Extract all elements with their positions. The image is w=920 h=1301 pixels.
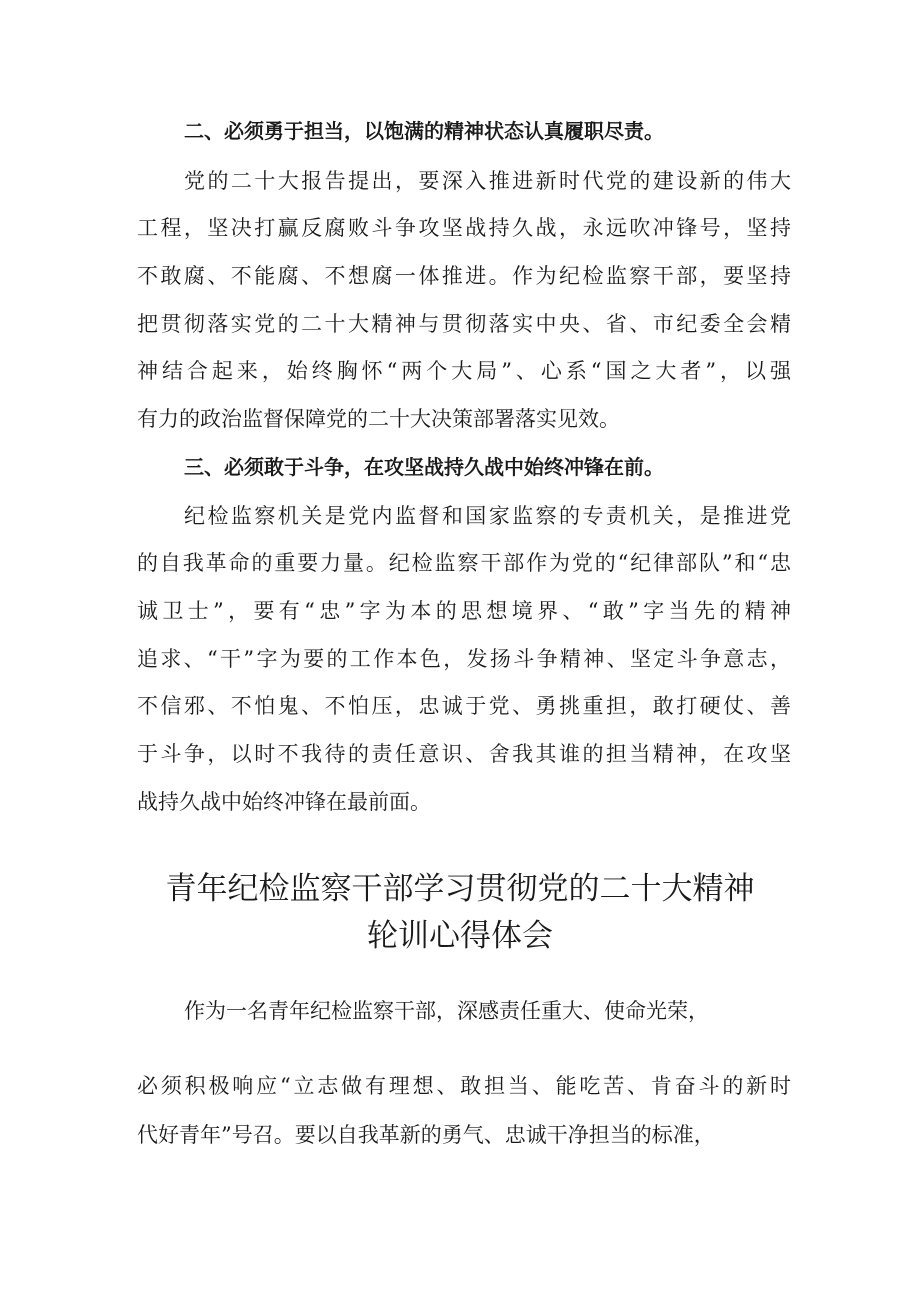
paragraph-line: 不敢腐、不能腐、不想腐一体推进。作为纪检监察干部，要坚持 <box>137 264 791 288</box>
paragraph-line: 有力的政治监督保障党的二十大决策部署落实见效。 <box>137 407 620 431</box>
paragraph-line: 战持久战中始终冲锋在最前面。 <box>137 790 431 814</box>
paragraph-line: 神结合起来，始终胸怀“两个大局”、心系“国之大者”，以强 <box>137 359 791 383</box>
paragraph-line: 于斗争，以时不我待的责任意识、舍我其谁的担当精神，在攻坚 <box>137 742 791 766</box>
paragraph-line: 党的二十大报告提出，要深入推进新时代党的建设新的伟大 <box>184 169 791 193</box>
paragraph-line: 追求、“干”字为要的工作本色，发扬斗争精神、坚定斗争意志， <box>137 647 791 671</box>
article-title: 轮训心得体会 <box>367 918 553 954</box>
paragraph-line: 工程，坚决打赢反腐败斗争攻坚战持久战，永远吹冲锋号，坚持 <box>137 216 791 240</box>
paragraph-line: 代好青年”号召。要以自我革新的勇气、忠诚干净担当的标准， <box>137 1123 715 1147</box>
section-heading: 三、必须敢于斗争，在攻坚战持久战中始终冲锋在前。 <box>184 455 664 479</box>
paragraph-line: 纪检监察机关是党内监督和国家监察的专责机关，是推进党 <box>184 504 791 528</box>
paragraph-line: 的自我革命的重要力量。纪检监察干部作为党的“纪律部队”和“忠 <box>137 551 791 575</box>
paragraph-line: 作为一名青年纪检监察干部，深感责任重大、使命光荣， <box>184 999 709 1023</box>
paragraph-line: 诚卫士”，要有“忠”字为本的思想境界、“敢”字当先的精神 <box>137 599 791 623</box>
section-heading: 二、必须勇于担当，以饱满的精神状态认真履职尽责。 <box>184 119 664 143</box>
paragraph-line: 把贯彻落实党的二十大精神与贯彻落实中央、省、市纪委全会精 <box>137 312 791 336</box>
paragraph-line: 不信邪、不怕鬼、不怕压，忠诚于党、勇挑重担，敢打硬仗、善 <box>137 694 791 718</box>
paragraph-line: 必须积极响应“立志做有理想、敢担当、能吃苦、肯奋斗的新时 <box>137 1074 791 1098</box>
article-title: 青年纪检监察干部学习贯彻党的二十大精神 <box>165 871 755 907</box>
